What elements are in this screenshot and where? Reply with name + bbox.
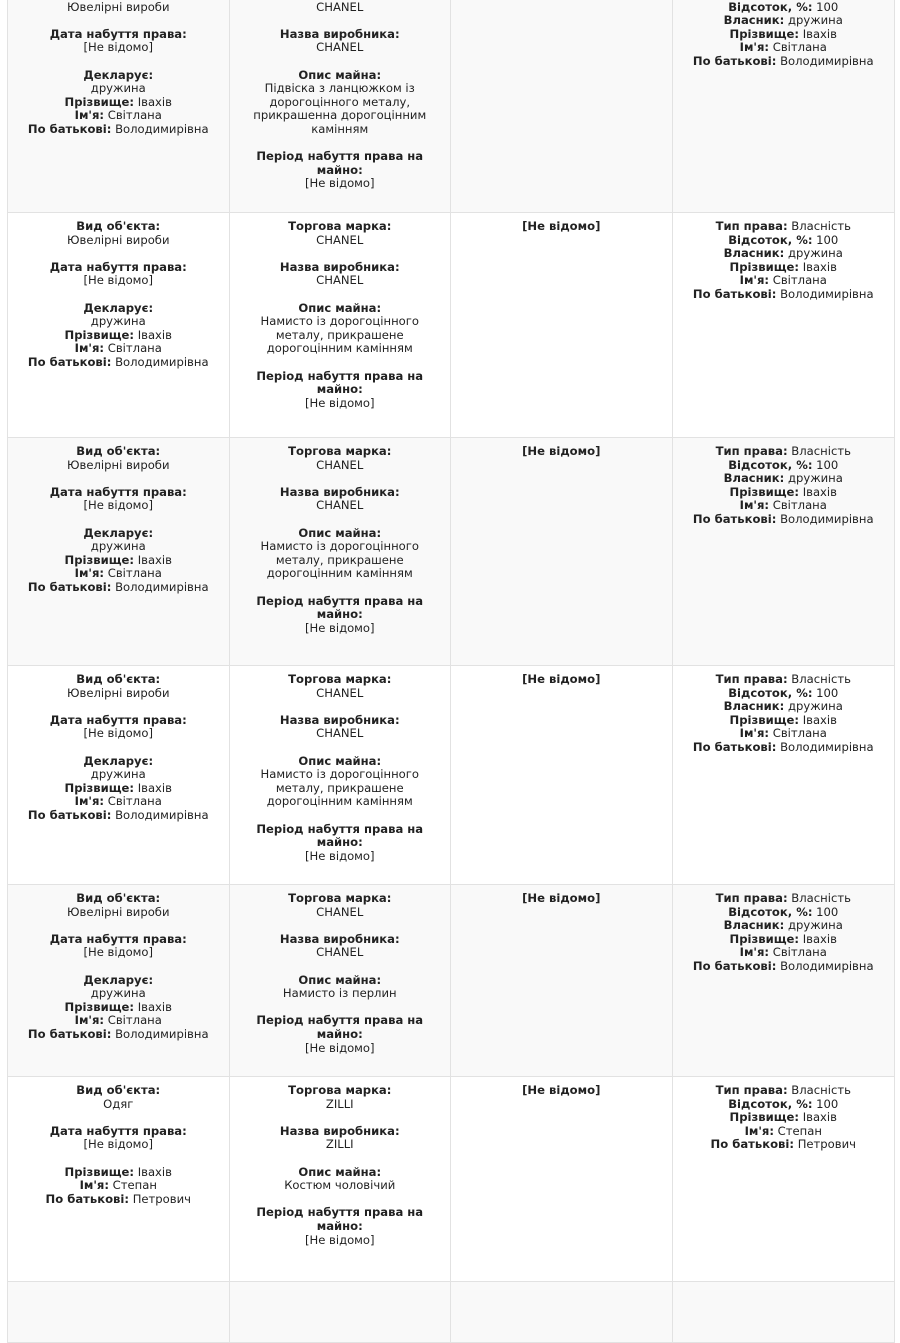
declares-label: Декларує: [83, 972, 154, 987]
surname-label: Прізвище: [64, 1164, 135, 1179]
owner-patronymic-label: По батькові: [692, 739, 777, 754]
surname-label: Прізвище: [64, 552, 135, 567]
trademark-label: Торгова марка: [288, 672, 392, 686]
manufacturer-value: CHANEL [316, 40, 364, 55]
name-value: Світлана [107, 108, 162, 123]
owner-surname-label: Прізвище: [729, 259, 800, 274]
name-label: Ім'я: [74, 1013, 105, 1028]
right-type-label: Тип права: [715, 891, 788, 905]
rights-cell [673, 1077, 895, 1281]
value-cell [451, 1077, 673, 1281]
name-label: Ім'я: [74, 566, 105, 581]
owner-value: дружина [787, 246, 843, 261]
name-value: Світлана [107, 566, 162, 581]
owner-name-value: Світлана [772, 40, 827, 55]
owner-patronymic-label: По батькові: [692, 53, 777, 68]
description-value: Костюм чоловічий [284, 1178, 396, 1193]
acquisition-date-label: Дата набуття права: [49, 712, 187, 727]
rights-cell [673, 1282, 895, 1342]
surname-value: Івахів [137, 327, 172, 342]
rights-cell [673, 438, 895, 665]
percent-label: Відсоток, %: [728, 685, 813, 700]
rights-cell [673, 0, 895, 212]
object-cell [8, 438, 230, 665]
patronymic-value: Петрович [132, 1191, 191, 1206]
trademark-value: CHANEL [316, 904, 364, 919]
owner-label: Власник: [723, 13, 785, 28]
patronymic-label: По батькові: [27, 1026, 112, 1041]
trademark-value: CHANEL [316, 232, 364, 247]
period-label: Період набуття права на майно: [256, 593, 424, 622]
percent-value: 100 [816, 685, 839, 700]
item-cell [230, 1282, 452, 1342]
owner-patronymic-label: По батькові: [710, 1137, 794, 1152]
trademark-value: CHANEL [316, 457, 364, 472]
manufacturer-value: CHANEL [316, 726, 364, 741]
object-cell [8, 1077, 230, 1281]
table-row [8, 666, 894, 885]
object-type-value: Ювелірні вироби [67, 0, 170, 14]
period-value: [Не відомо] [304, 620, 375, 635]
owner-name-label: Ім'я: [744, 1123, 774, 1138]
trademark-value: CHANEL [316, 685, 364, 700]
owner-patronymic-value: Петрович [797, 1137, 856, 1152]
name-value: Світлана [107, 341, 162, 356]
rights-cell [673, 885, 895, 1076]
owner-value: дружина [787, 471, 843, 486]
value-cell [451, 1282, 673, 1342]
description-label: Опис майна: [298, 525, 382, 540]
manufacturer-label: Назва виробника: [279, 259, 400, 274]
patronymic-label: По батькові: [27, 807, 112, 822]
name-label: Ім'я: [74, 108, 105, 123]
value-cell [451, 0, 673, 212]
object-type-label: Вид об'єкта: [76, 1083, 161, 1097]
right-type-value: Власність [791, 219, 851, 233]
owner-name-label: Ім'я: [739, 273, 770, 288]
period-value: [Не відомо] [304, 395, 375, 410]
owner-name-label: Ім'я: [739, 40, 770, 55]
object-type-value: Ювелірні вироби [67, 904, 170, 919]
owner-name-label: Ім'я: [739, 945, 770, 960]
value-cell [451, 213, 673, 437]
owner-patronymic-value: Володимирівна [780, 958, 874, 973]
declares-value: дружина [90, 314, 146, 329]
patronymic-label: По батькові: [27, 579, 112, 594]
owner-name-label: Ім'я: [739, 498, 770, 513]
rights-cell [673, 666, 895, 884]
object-type-label: Вид об'єкта: [76, 219, 161, 233]
owner-value: дружина [787, 13, 843, 28]
description-label: Опис майна: [298, 753, 382, 768]
owner-surname-label: Прізвище: [729, 484, 800, 499]
manufacturer-label: Назва виробника: [279, 1123, 400, 1138]
declares-label: Декларує: [83, 525, 154, 540]
manufacturer-label: Назва виробника: [279, 931, 400, 946]
period-value: [Не відомо] [304, 1232, 375, 1247]
surname-label: Прізвище: [64, 327, 135, 342]
owner-surname-label: Прізвище: [729, 1110, 800, 1125]
object-type-value: Ювелірні вироби [67, 457, 170, 472]
property-table [7, 0, 895, 1343]
period-label: Період набуття права на майно: [256, 1205, 424, 1233]
acquisition-date-label: Дата набуття права: [49, 484, 187, 499]
trademark-label: Торгова марка: [288, 444, 392, 458]
owner-surname-value: Івахів [802, 712, 837, 727]
surname-label: Прізвище: [64, 999, 135, 1014]
owner-patronymic-value: Володимирівна [780, 286, 874, 301]
value-cell [451, 438, 673, 665]
rights-cell [673, 213, 895, 437]
percent-label: Відсоток, %: [728, 1096, 813, 1111]
patronymic-value: Володимирівна [115, 121, 209, 136]
patronymic-value: Володимирівна [115, 354, 209, 369]
owner-label: Власник: [723, 246, 785, 261]
declares-value: дружина [90, 767, 146, 782]
owner-patronymic-value: Володимирівна [780, 739, 874, 754]
description-value: Намисто із дорогоцінного металу, прикрашене дорогоцінним камінням [260, 767, 419, 809]
value-text: [Не відомо] [522, 891, 601, 905]
owner-surname-value: Івахів [802, 484, 837, 499]
owner-name-label: Ім'я: [739, 726, 770, 741]
item-cell [230, 666, 452, 884]
acquisition-date-label: Дата набуття права: [49, 259, 187, 274]
name-label: Ім'я: [79, 1178, 109, 1193]
trademark-value: ZILLI [325, 1096, 354, 1111]
right-type-value: Власність [791, 1083, 851, 1097]
object-cell [8, 666, 230, 884]
acquisition-date-label: Дата набуття права: [49, 1123, 187, 1138]
owner-patronymic-label: По батькові: [692, 511, 777, 526]
declares-value: дружина [90, 81, 146, 96]
owner-surname-value: Івахів [802, 1110, 837, 1125]
object-type-label: Вид об'єкта: [76, 444, 161, 458]
owner-surname-value: Івахів [802, 931, 837, 946]
percent-label: Відсоток, %: [728, 232, 813, 247]
value-cell [451, 666, 673, 884]
surname-label: Прізвище: [64, 94, 135, 109]
period-label: Період набуття права на майно: [256, 149, 424, 177]
item-cell [230, 885, 452, 1076]
description-value: Намисто із перлин [282, 986, 397, 1001]
owner-label: Власник: [723, 471, 785, 486]
trademark-label: Торгова марка: [288, 891, 392, 905]
owner-surname-label: Прізвище: [729, 712, 800, 727]
owner-value: дружина [787, 699, 843, 714]
object-type-label: Вид об'єкта: [76, 891, 161, 905]
declares-value: дружина [90, 539, 146, 554]
surname-value: Івахів [137, 999, 172, 1014]
owner-surname-value: Івахів [802, 259, 837, 274]
owner-patronymic-value: Володимирівна [780, 511, 874, 526]
percent-label: Відсоток, %: [728, 457, 813, 472]
percent-value: 100 [816, 457, 839, 472]
percent-label: Відсоток, %: [728, 904, 813, 919]
table-row [8, 1077, 894, 1282]
name-value: Степан [112, 1178, 157, 1193]
table-row [8, 885, 894, 1077]
manufacturer-value: CHANEL [316, 273, 364, 288]
item-cell [230, 1077, 452, 1281]
surname-value: Івахів [137, 1164, 172, 1179]
acquisition-date-value: [Не відомо] [83, 498, 154, 513]
table-row [8, 1282, 894, 1343]
manufacturer-label: Назва виробника: [279, 712, 400, 727]
patronymic-label: По батькові: [27, 121, 112, 136]
right-type-value: Власність [791, 444, 851, 458]
declares-value: дружина [90, 986, 146, 1001]
object-cell [8, 213, 230, 437]
acquisition-date-value: [Не відомо] [83, 1137, 154, 1152]
period-value: [Не відомо] [304, 1040, 375, 1055]
patronymic-value: Володимирівна [115, 807, 209, 822]
owner-value: дружина [787, 918, 843, 933]
description-label: Опис майна: [298, 1164, 382, 1179]
right-type-label: Тип права: [715, 219, 788, 233]
owner-surname-value: Івахів [802, 26, 837, 41]
description-value: Намисто із дорогоцінного металу, прикрашене дорогоцінним камінням [260, 539, 419, 581]
owner-surname-label: Прізвище: [729, 26, 800, 41]
owner-patronymic-value: Володимирівна [780, 53, 874, 68]
item-cell [230, 213, 452, 437]
period-value: [Не відомо] [304, 848, 375, 863]
owner-patronymic-label: По батькові: [692, 958, 777, 973]
percent-value: 100 [816, 904, 839, 919]
percent-label: Відсоток, %: [728, 0, 813, 14]
period-value: [Не відомо] [304, 176, 375, 191]
owner-name-value: Світлана [772, 726, 827, 741]
table-row [8, 438, 894, 666]
percent-value: 100 [816, 232, 839, 247]
owner-name-value: Світлана [772, 945, 827, 960]
object-type-value: Одяг [103, 1096, 134, 1111]
acquisition-date-label: Дата набуття права: [49, 26, 187, 41]
item-cell [230, 438, 452, 665]
period-label: Період набуття права на майно: [256, 368, 424, 397]
patronymic-value: Володимирівна [115, 579, 209, 594]
value-text: [Не відомо] [522, 219, 601, 233]
trademark-value: CHANEL [316, 0, 364, 14]
description-label: Опис майна: [298, 300, 382, 315]
acquisition-date-value: [Не відомо] [83, 945, 154, 960]
trademark-label: Торгова марка: [288, 219, 392, 233]
name-label: Ім'я: [74, 341, 105, 356]
acquisition-date-value: [Не відомо] [83, 273, 154, 288]
owner-name-value: Світлана [772, 273, 827, 288]
acquisition-date-value: [Не відомо] [83, 726, 154, 741]
object-cell [8, 0, 230, 212]
percent-value: 100 [816, 1096, 839, 1111]
patronymic-label: По батькові: [27, 354, 112, 369]
surname-value: Івахів [137, 780, 172, 795]
item-cell [230, 0, 452, 212]
value-cell [451, 885, 673, 1076]
value-text: [Не відомо] [522, 444, 601, 458]
object-type-value: Ювелірні вироби [67, 232, 170, 247]
value-text: [Не відомо] [522, 1083, 601, 1097]
declares-label: Декларує: [83, 753, 154, 768]
period-label: Період набуття права на майно: [256, 821, 424, 850]
object-cell [8, 1282, 230, 1342]
declares-label: Декларує: [83, 67, 154, 82]
object-type-label: Вид об'єкта: [76, 672, 161, 686]
table-row [8, 213, 894, 438]
name-label: Ім'я: [74, 794, 105, 809]
patronymic-label: По батькові: [45, 1191, 129, 1206]
percent-value: 100 [816, 0, 839, 14]
manufacturer-value: ZILLI [325, 1137, 354, 1152]
description-label: Опис майна: [298, 972, 382, 987]
description-label: Опис майна: [298, 67, 382, 82]
declares-label: Декларує: [83, 300, 154, 315]
acquisition-date-value: [Не відомо] [83, 40, 154, 55]
right-type-label: Тип права: [715, 444, 788, 458]
right-type-label: Тип права: [715, 672, 788, 686]
acquisition-date-label: Дата набуття права: [49, 931, 187, 946]
owner-name-value: Степан [777, 1123, 822, 1138]
right-type-value: Власність [791, 672, 851, 686]
owner-name-value: Світлана [772, 498, 827, 513]
period-label: Період набуття права на майно: [256, 1013, 424, 1041]
manufacturer-label: Назва виробника: [279, 26, 400, 41]
value-text: [Не відомо] [522, 672, 601, 686]
surname-label: Прізвище: [64, 780, 135, 795]
manufacturer-value: CHANEL [316, 945, 364, 960]
description-value: Намисто із дорогоцінного металу, прикрашене дорогоцінним камінням [260, 314, 419, 356]
owner-patronymic-label: По батькові: [692, 286, 777, 301]
patronymic-value: Володимирівна [115, 1026, 209, 1041]
surname-value: Івахів [137, 94, 172, 109]
right-type-label: Тип права: [715, 1083, 788, 1097]
object-cell [8, 885, 230, 1076]
object-type-value: Ювелірні вироби [67, 685, 170, 700]
description-value: Підвіска з ланцюжком із дорогоцінного металу, прикрашенна дорогоцінним камінням [253, 81, 427, 136]
table-row [8, 0, 894, 213]
owner-label: Власник: [723, 918, 785, 933]
surname-value: Івахів [137, 552, 172, 567]
manufacturer-value: CHANEL [316, 498, 364, 513]
owner-label: Власник: [723, 699, 785, 714]
name-value: Світлана [107, 1013, 162, 1028]
owner-surname-label: Прізвище: [729, 931, 800, 946]
right-type-value: Власність [791, 891, 851, 905]
name-value: Світлана [107, 794, 162, 809]
trademark-label: Торгова марка: [288, 1083, 392, 1097]
manufacturer-label: Назва виробника: [279, 484, 400, 499]
